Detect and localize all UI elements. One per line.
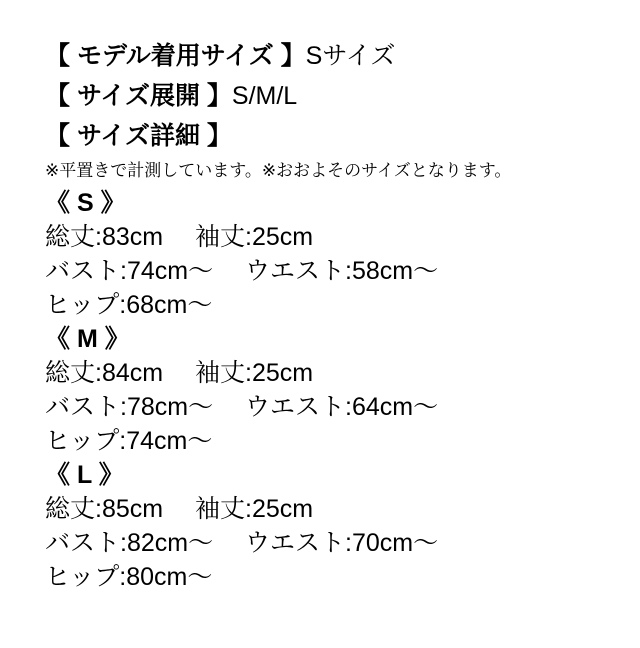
model-size-line bbox=[45, 36, 620, 76]
size-block-s bbox=[45, 186, 620, 322]
size-s-hip: ヒップ:68cm〜 bbox=[45, 291, 213, 319]
size-m-bust-waist: バスト:78cm〜 ウエスト:64cm〜 bbox=[45, 393, 439, 421]
size-s-heading: 《 S 》 bbox=[45, 189, 126, 217]
measurement-note: ※平置きで計測しています。※おおよそのサイズとなります。 bbox=[45, 161, 512, 180]
size-s-length-sleeve: 総丈:83cm 袖丈:25cm bbox=[45, 223, 314, 251]
model-size-label: 【 モデル着用サイズ 】 bbox=[45, 42, 306, 70]
size-detail-line bbox=[45, 116, 620, 156]
size-l-heading: 《 L 》 bbox=[45, 461, 124, 489]
size-m-hip: ヒップ:74cm〜 bbox=[45, 427, 213, 455]
size-l-length-sleeve: 総丈:85cm 袖丈:25cm bbox=[45, 495, 314, 523]
size-range-line bbox=[45, 76, 620, 116]
size-range-value: S/M/L bbox=[231, 82, 298, 110]
size-l-bust-waist: バスト:82cm〜 ウエスト:70cm〜 bbox=[45, 529, 439, 557]
size-block-l bbox=[45, 458, 620, 594]
size-m-length-sleeve: 総丈:84cm 袖丈:25cm bbox=[45, 359, 314, 387]
size-l-hip: ヒップ:80cm〜 bbox=[45, 563, 213, 591]
size-m-heading: 《 M 》 bbox=[45, 325, 130, 353]
size-detail-label: 【 サイズ詳細 】 bbox=[45, 122, 232, 150]
model-size-value: Sサイズ bbox=[305, 42, 396, 70]
size-range-label: 【 サイズ展開 】 bbox=[45, 82, 232, 110]
size-block-m bbox=[45, 322, 620, 458]
size-s-bust-waist: バスト:74cm〜 ウエスト:58cm〜 bbox=[45, 257, 439, 285]
